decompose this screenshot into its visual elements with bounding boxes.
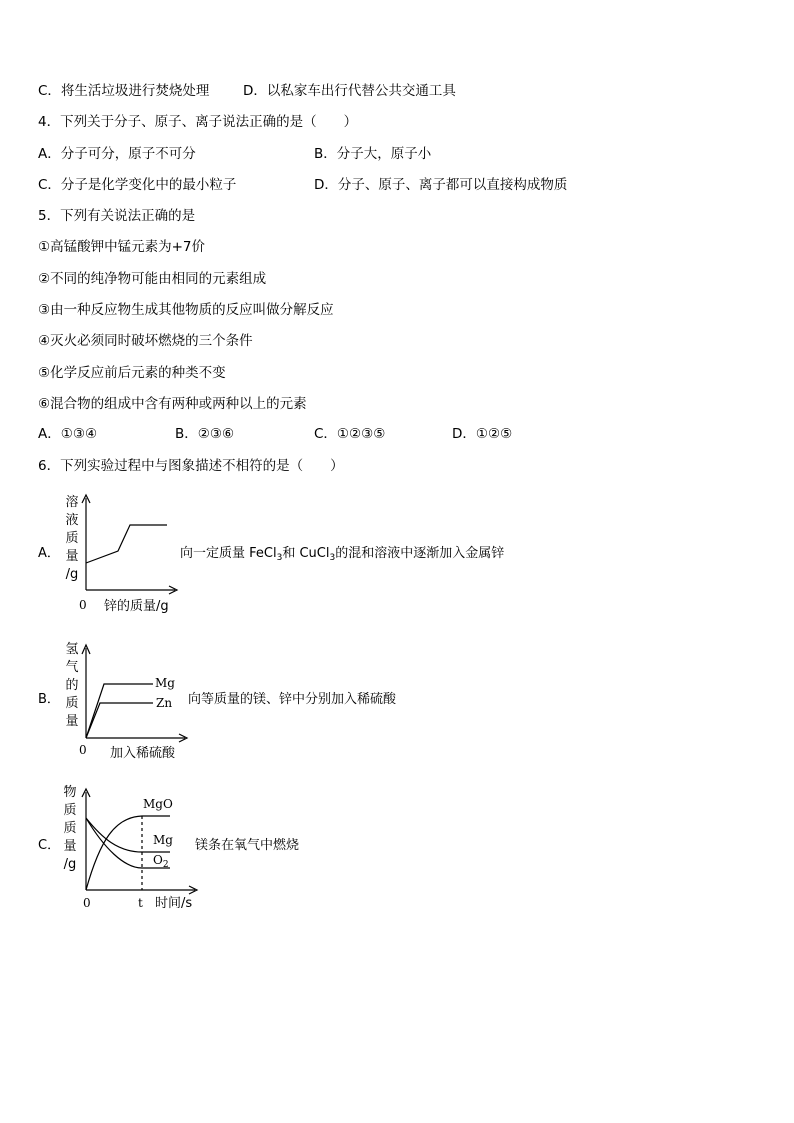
graph-a-ylabel-char: 质 xyxy=(65,531,79,546)
graph-c-ylabel-char: 量 xyxy=(63,839,77,854)
q5-option-a: A．①③④ xyxy=(38,426,98,442)
graph-a-ylabel-char: 溶 xyxy=(65,495,79,510)
q4-option-c: C．分子是化学变化中的最小粒子 xyxy=(38,177,237,193)
q5-stem: 5．下列有关说法正确的是 xyxy=(38,208,196,224)
graph-a-ylabel-char: /g xyxy=(65,567,79,582)
graph-c-xlabel: 时间/s xyxy=(155,896,193,911)
graph-b-ylabel-char: 质 xyxy=(65,696,79,711)
graph-c-description: 镁条在氧气中燃烧 xyxy=(195,838,300,853)
q5-option-c: C．①②③⑤ xyxy=(314,426,386,442)
graph-c-label-o2: $O_2$ xyxy=(153,853,169,870)
graph-b-letter: B． xyxy=(38,692,60,707)
q6-stem: 6．下列实验过程中与图象描述不相符的是（ ） xyxy=(38,458,344,474)
graph-b-label-zn: Zn xyxy=(156,696,173,710)
graph-c-origin: 0 xyxy=(83,896,91,910)
graph-b-label-mg: Mg xyxy=(155,676,175,690)
q5-statement-3: ③由一种反应物生成其他物质的反应叫做分解反应 xyxy=(38,302,334,318)
q4-option-a: A．分子可分，原子不可分 xyxy=(38,146,196,162)
graph-b-description: 向等质量的镁、锌中分别加入稀硫酸 xyxy=(188,692,397,707)
q3-option-c: C．将生活垃圾进行焚烧处理 xyxy=(38,83,210,99)
graph-b-ylabel-char: 气 xyxy=(65,660,79,675)
graph-b-xlabel: 加入稀硫酸 xyxy=(110,746,176,761)
graph-c-t-mark: t xyxy=(138,896,143,910)
q5-option-d: D．①②⑤ xyxy=(452,426,513,442)
q5-statement-1: ①高锰酸钾中锰元素为+7价 xyxy=(38,239,206,255)
graph-c-label-mgo: MgO xyxy=(143,797,173,811)
q5-option-b: B．②③⑥ xyxy=(175,426,235,442)
q5-statement-5: ⑤化学反应前后元素的种类不变 xyxy=(38,365,226,381)
q4-option-d: D．分子、原子、离子都可以直接构成物质 xyxy=(314,177,568,193)
q5-statement-4: ④灭火必须同时破坏燃烧的三个条件 xyxy=(38,333,253,349)
q4-stem: 4．下列关于分子、原子、离子说法正确的是（ ） xyxy=(38,114,358,130)
graph-c-ylabel-char: 物 xyxy=(63,785,77,800)
graph-c-ylabel-char: /g xyxy=(63,857,77,872)
graph-a-description: 向一定质量 FeCl$_3$和 CuCl$_3$的混和溶液中逐渐加入金属锌 xyxy=(180,546,505,563)
q5-statement-6: ⑥混合物的组成中含有两种或两种以上的元素 xyxy=(38,396,307,412)
graph-a-ylabel-char: 液 xyxy=(65,513,79,528)
graph-c-ylabel-char: 质 xyxy=(63,821,77,836)
graph-b-ylabel-char: 的 xyxy=(65,678,79,693)
graph-a-letter: A． xyxy=(38,546,60,561)
q4-option-b: B．分子大，原子小 xyxy=(314,146,432,162)
graph-c-letter: C． xyxy=(38,838,61,853)
graph-b-ylabel-char: 量 xyxy=(65,714,79,729)
graph-a-xlabel: 锌的质量/g xyxy=(104,599,169,614)
q3-option-d: D．以私家车出行代替公共交通工具 xyxy=(243,83,456,99)
graph-a-origin: 0 xyxy=(79,598,87,612)
graph-a-ylabel-char: 量 xyxy=(65,549,79,564)
graph-b-origin: 0 xyxy=(79,743,87,757)
graph-b-ylabel-char: 氢 xyxy=(65,642,79,657)
q5-statement-2: ②不同的纯净物可能由相同的元素组成 xyxy=(38,271,267,287)
graph-c-label-mg: Mg xyxy=(153,833,173,847)
graph-c-ylabel-char: 质 xyxy=(63,803,77,818)
